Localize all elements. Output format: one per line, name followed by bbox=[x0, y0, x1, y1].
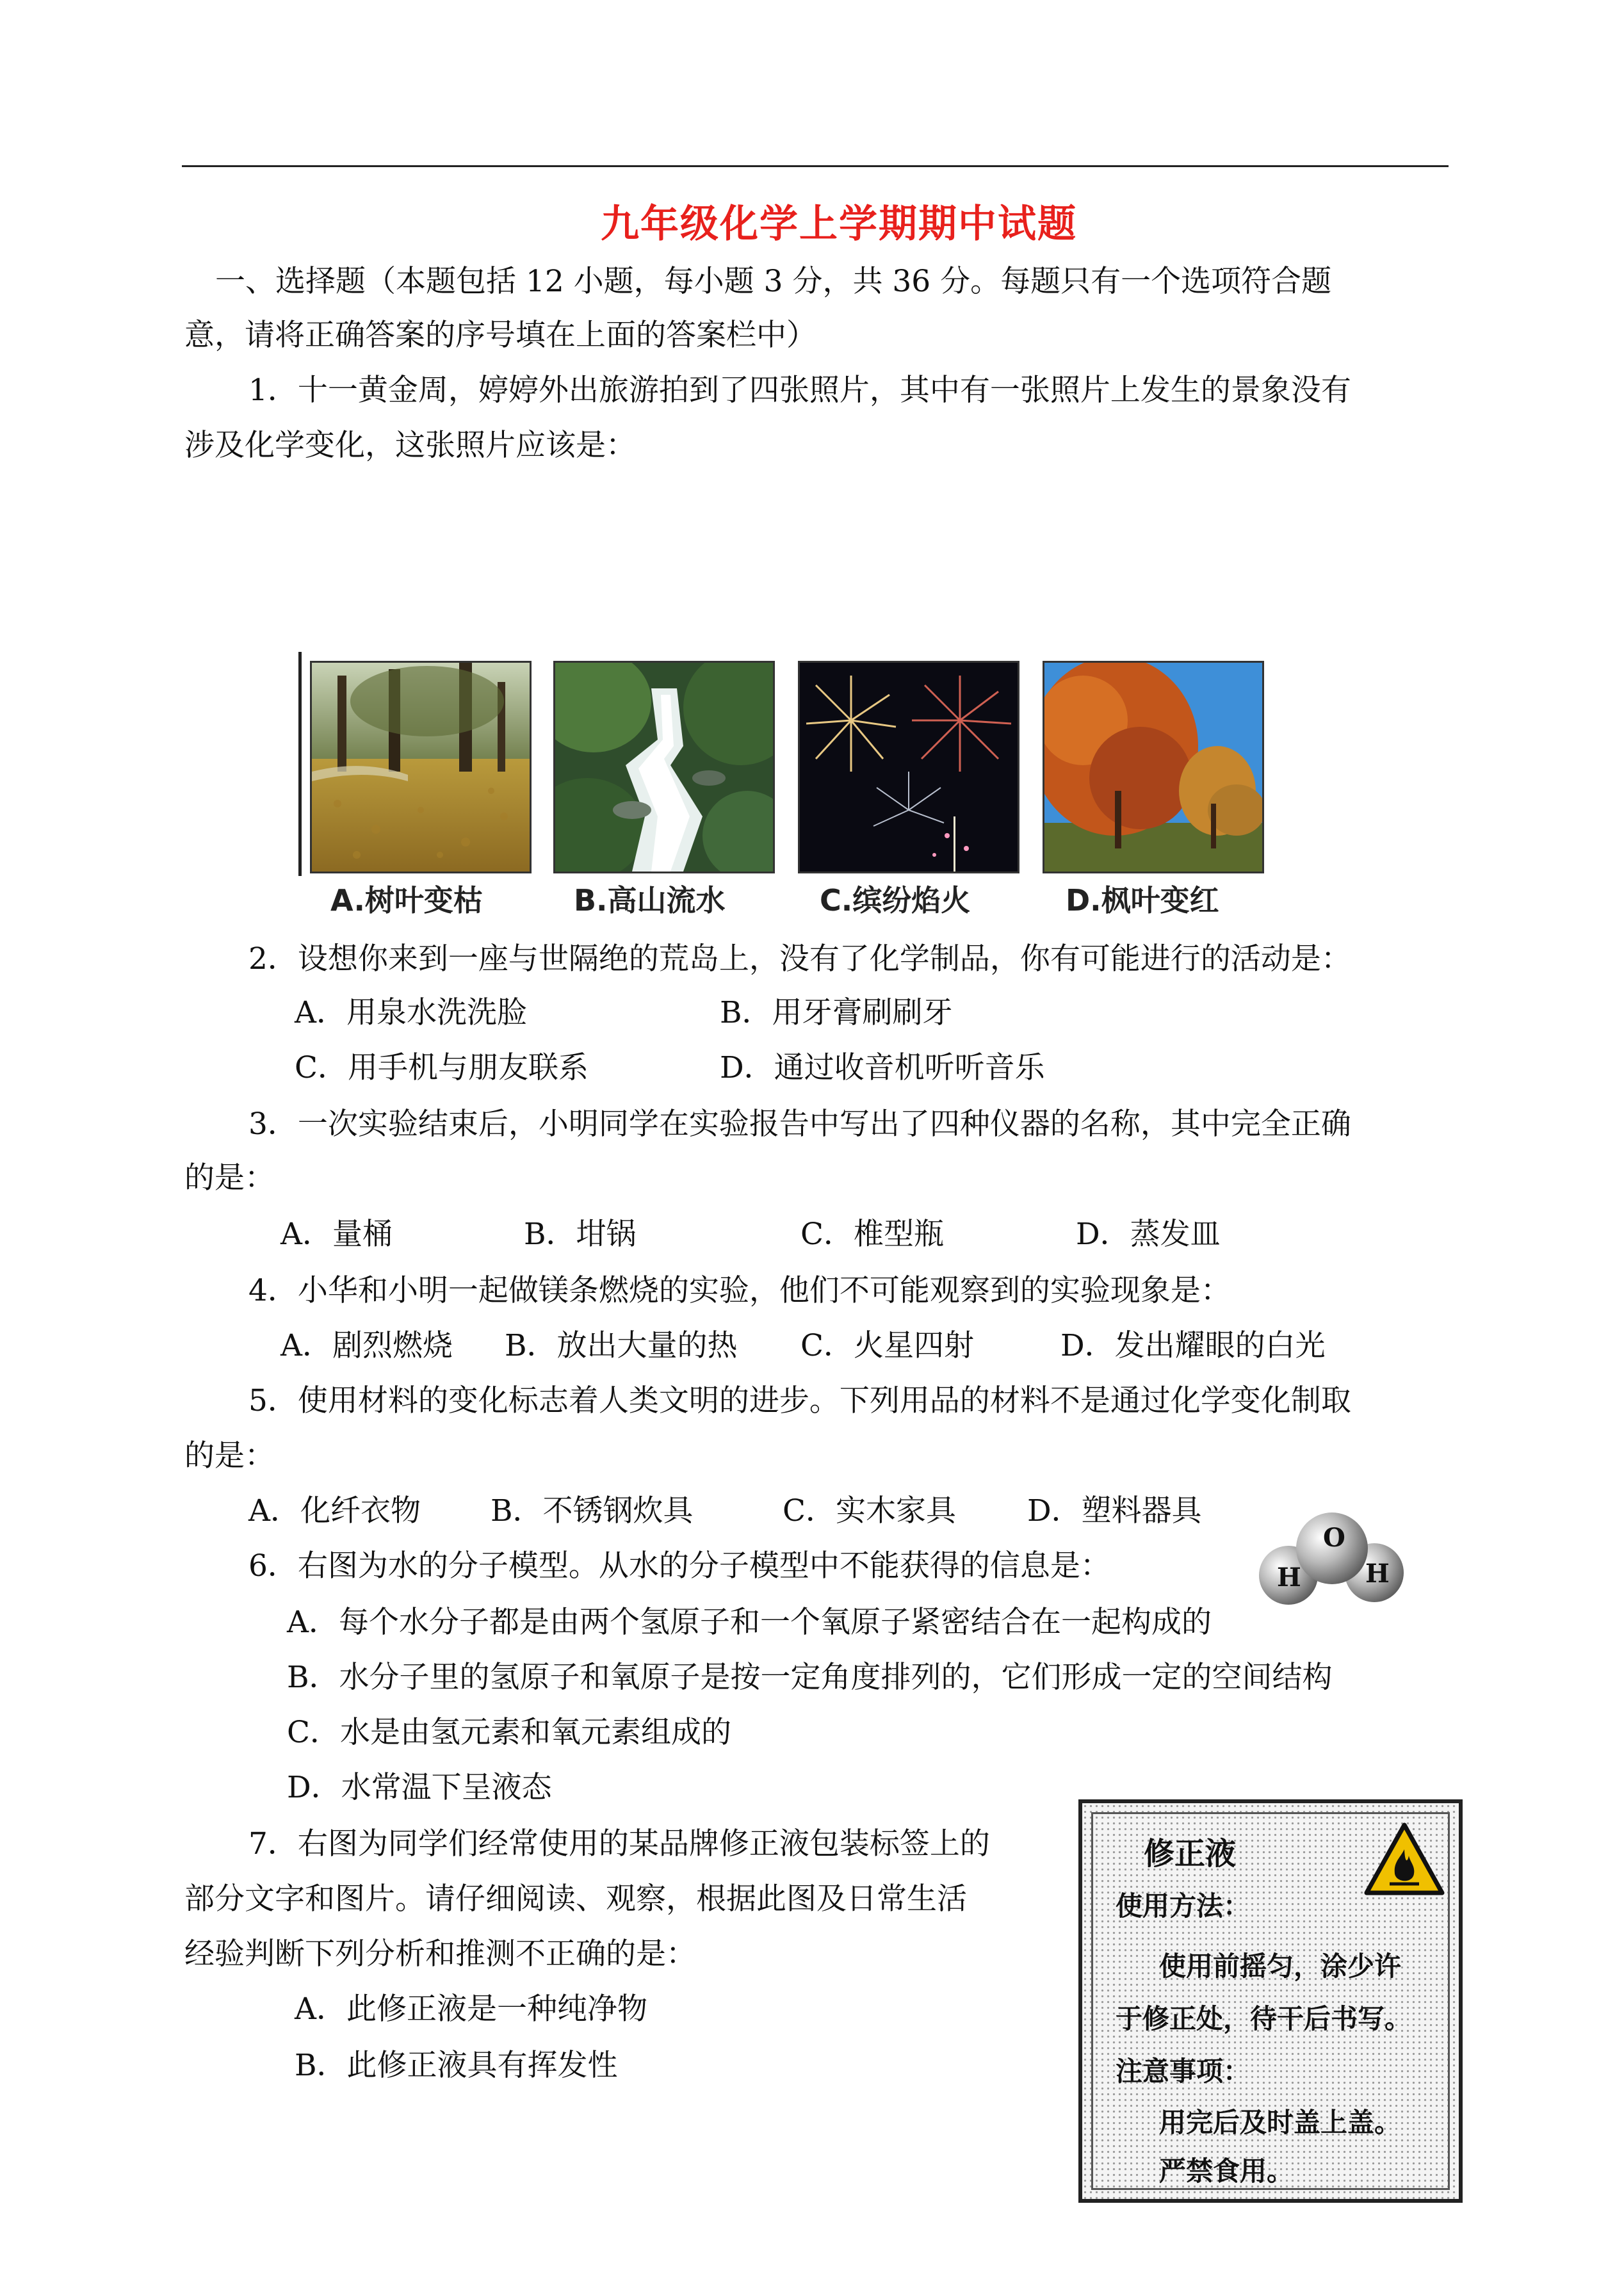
hydrogen-label-left: H bbox=[1277, 1562, 1301, 1593]
photo-d-caption: D.枫叶变红 bbox=[1066, 883, 1219, 918]
photo-a-withered-leaves bbox=[310, 661, 532, 873]
photo-b-caption: B.高山流水 bbox=[574, 883, 726, 918]
q2-option-a: A．用泉水洗洗脸 bbox=[295, 995, 527, 1030]
q7-stem-line-2: 部分文字和图片。请仔细阅读、观察，根据此图及日常生活 bbox=[184, 1881, 967, 1917]
q3-stem-line-1: 3．一次实验结束后，小明同学在实验报告中写出了四种仪器的名称，其中完全正确 bbox=[248, 1107, 1351, 1142]
q4-option-c: C．火星四射 bbox=[800, 1328, 974, 1363]
q1-stem-line-1: 1．十一黄金周，婷婷外出旅游拍到了四张照片，其中有一张照片上发生的景象没有 bbox=[248, 373, 1351, 408]
q4-option-a: A．剧烈燃烧 bbox=[280, 1328, 453, 1363]
q3-stem-line-2: 的是： bbox=[184, 1160, 275, 1196]
q3-option-a: A．量桶 bbox=[280, 1217, 393, 1252]
q3-option-c: C．椎型瓶 bbox=[800, 1217, 944, 1252]
section-intro-line-2: 意，请将正确答案的序号填在上面的答案栏中） bbox=[184, 318, 816, 353]
label-title: 修正液 bbox=[1144, 1836, 1237, 1872]
q4-option-b: B．放出大量的热 bbox=[505, 1328, 738, 1363]
q2-option-b: B．用牙膏刷刷牙 bbox=[720, 995, 953, 1030]
label-note-2: 严禁食用。 bbox=[1159, 2155, 1294, 2187]
header-rule bbox=[182, 165, 1449, 167]
q7-stem-line-1: 7．右图为同学们经常使用的某品牌修正液包装标签上的 bbox=[248, 1826, 990, 1861]
q3-option-b: B．坩锅 bbox=[524, 1217, 637, 1252]
hydrogen-label-right: H bbox=[1365, 1559, 1390, 1589]
q2-option-d: D．通过收音机听听音乐 bbox=[720, 1050, 1045, 1085]
q1-stem-line-2: 涉及化学变化，这张照片应该是： bbox=[184, 428, 636, 463]
q2-stem: 2．设想你来到一座与世隔绝的荒岛上，没有了化学制品，你有可能进行的活动是： bbox=[248, 941, 1351, 977]
label-usage-line-2: 于修正处，待干后书写。 bbox=[1116, 2003, 1412, 2034]
q5-stem-line-2: 的是： bbox=[184, 1438, 275, 1473]
photo-bracket bbox=[298, 652, 302, 876]
q2-option-c: C．用手机与朋友联系 bbox=[295, 1050, 589, 1085]
oxygen-label: O bbox=[1323, 1523, 1345, 1553]
photo-a-caption: A.树叶变枯 bbox=[330, 883, 483, 918]
q6-stem: 6．右图为水的分子模型。从水的分子模型中不能获得的信息是： bbox=[248, 1548, 1110, 1584]
q7-option-b: B．此修正液具有挥发性 bbox=[295, 2048, 618, 2083]
q4-option-d: D．发出耀眼的白光 bbox=[1060, 1328, 1326, 1363]
photo-c-fireworks bbox=[798, 661, 1019, 873]
q5-option-b: B．不锈钢炊具 bbox=[491, 1493, 694, 1529]
photo-c-caption: C.缤纷焰火 bbox=[820, 883, 971, 918]
q5-stem-line-1: 5．使用材料的变化标志着人类文明的进步。下列用品的材料不是通过化学变化制取 bbox=[248, 1383, 1351, 1418]
correction-fluid-label bbox=[1078, 1799, 1463, 2203]
q3-option-d: D．蒸发皿 bbox=[1076, 1217, 1221, 1252]
page-title: 九年级化学上学期期中试题 bbox=[601, 202, 1077, 247]
section-intro-line-1: 一、选择题（本题包括 12 小题，每小题 3 分，共 36 分。每题只有一个选项符合题 bbox=[215, 264, 1332, 299]
label-note-1: 用完后及时盖上盖。 bbox=[1159, 2107, 1402, 2138]
q4-stem: 4．小华和小明一起做镁条燃烧的实验，他们不可能观察到的实验现象是： bbox=[248, 1273, 1231, 1308]
water-molecule-model bbox=[1255, 1505, 1409, 1607]
q5-option-a: A．化纤衣物 bbox=[248, 1493, 421, 1529]
q6-option-d: D．水常温下呈液态 bbox=[287, 1770, 552, 1805]
q6-option-c: C．水是由氢元素和氧元素组成的 bbox=[287, 1715, 731, 1750]
q5-option-c: C．实木家具 bbox=[783, 1493, 956, 1529]
photo-d-red-maple bbox=[1043, 661, 1264, 873]
label-usage-line-1: 使用前摇匀，涂少许 bbox=[1159, 1950, 1402, 1982]
q6-option-b: B．水分子里的氢原子和氧原子是按一定角度排列的，它们形成一定的空间结构 bbox=[287, 1660, 1333, 1695]
label-notes-heading: 注意事项： bbox=[1116, 2056, 1251, 2087]
q6-option-a: A．每个水分子都是由两个氢原子和一个氧原子紧密结合在一起构成的 bbox=[287, 1605, 1212, 1640]
label-usage-heading: 使用方法： bbox=[1116, 1890, 1251, 1922]
q5-option-d: D．塑料器具 bbox=[1027, 1493, 1202, 1529]
flammable-warning-icon bbox=[1363, 1821, 1446, 1898]
photo-b-waterfall bbox=[553, 661, 775, 873]
q7-option-a: A．此修正液是一种纯净物 bbox=[295, 1991, 647, 2027]
q7-stem-line-3: 经验判断下列分析和推测不正确的是： bbox=[184, 1936, 696, 1972]
